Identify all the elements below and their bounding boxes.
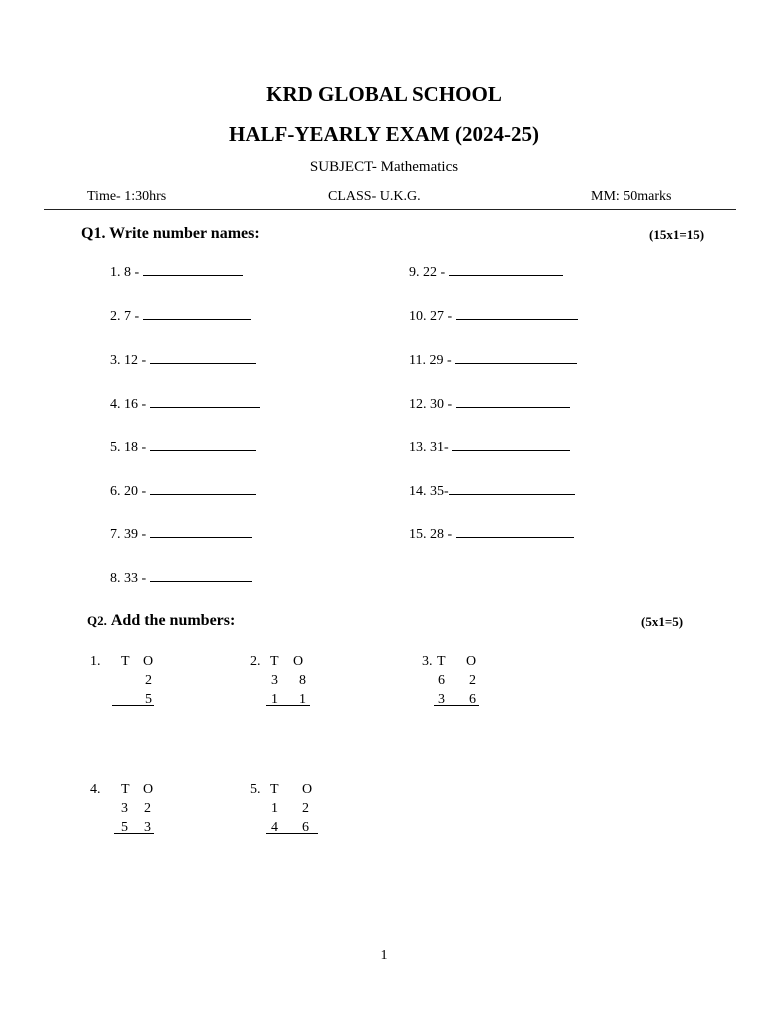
problem-number: 2. [250,654,261,669]
q1-title: Write number names: [109,225,260,242]
q1-item-2 [110,306,251,325]
ones-digit: 2 [469,673,476,688]
school-name: KRD GLOBAL SCHOOL [266,82,502,106]
ones-digit: 2 [144,801,151,816]
q1-item-12 [409,394,570,413]
q1-number: Q1. [81,225,106,242]
q1-item-5 [110,437,256,456]
q1-item-1 [110,262,243,281]
ones-digit: 1 [299,692,306,707]
q2-marks: (5x1=5) [641,614,684,629]
q1-item-11 [409,350,577,369]
q1-item-label: 8. 33 - [110,571,147,586]
q1-item-14 [409,481,575,500]
ones-digit: 5 [145,692,152,707]
ones-digit: 6 [302,820,309,835]
q1-item-6 [110,481,256,500]
class-label: CLASS- U.K.G. [328,189,421,204]
sum-underline [114,833,154,834]
problem-number: 1. [90,654,101,669]
ones-header: O [466,654,477,669]
q1-item-label: 1. 8 - [110,265,140,280]
answer-blank[interactable] [449,481,575,495]
page-number: 1 [380,948,388,963]
tens-digit: 3 [271,673,278,688]
q1-item-label: 4. 16 - [110,397,147,412]
answer-blank[interactable] [150,350,256,364]
q1-heading [81,225,260,243]
q1-item-label: 9. 22 - [409,265,446,280]
addition-problem-3 [422,652,502,709]
answer-blank[interactable] [449,262,563,276]
q1-item-3 [110,350,256,369]
answer-blank[interactable] [456,394,570,408]
tens-digit: 1 [271,692,278,707]
q1-item-13 [409,437,570,456]
q1-item-label: 7. 39 - [110,527,147,542]
tens-digit: 4 [271,820,278,835]
q1-item-label: 12. 30 - [409,397,453,412]
tens-digit: 3 [438,692,445,707]
q1-item-label: 5. 18 - [110,440,147,455]
answer-blank[interactable] [452,437,570,451]
tens-header: T [121,782,130,797]
q1-item-7 [110,524,252,543]
sum-underline [266,705,310,706]
ones-digit: 2 [302,801,309,816]
sum-underline [266,833,318,834]
ones-header: O [143,654,154,669]
ones-digit: 3 [144,820,151,835]
max-marks-label: MM: 50marks [591,189,672,204]
tens-header: T [121,654,130,669]
answer-blank[interactable] [143,262,243,276]
ones-header: O [293,654,304,669]
q2-heading [87,612,235,630]
sum-underline [434,705,479,706]
answer-blank[interactable] [150,394,260,408]
tens-digit: 3 [121,801,128,816]
problem-number: 4. [90,782,101,797]
answer-blank[interactable] [150,481,256,495]
ones-digit: 6 [469,692,476,707]
answer-blank[interactable] [455,350,577,364]
header-divider [44,209,736,210]
time-label: Time- 1:30hrs [87,189,167,204]
exam-title: HALF-YEARLY EXAM (2024-25) [229,122,539,146]
sum-underline [112,705,154,706]
q1-item-label: 15. 28 - [409,527,453,542]
q2-title: Add the numbers: [110,612,236,629]
q1-item-15 [409,524,574,543]
q1-item-9 [409,262,563,281]
q1-item-label: 6. 20 - [110,484,147,499]
q1-item-8 [110,568,252,587]
answer-blank[interactable] [456,524,574,538]
answer-blank[interactable] [143,306,251,320]
tens-header: T [270,782,279,797]
q1-marks: (15x1=15) [649,227,705,242]
answer-blank[interactable] [456,306,578,320]
subject-line: SUBJECT- Mathematics [309,159,459,175]
ones-header: O [143,782,154,797]
answer-blank[interactable] [150,437,256,451]
ones-digit: 8 [299,673,306,688]
tens-header: T [437,654,446,669]
addition-problem-1 [90,652,170,709]
addition-problem-4 [90,780,170,837]
tens-digit: 6 [438,673,445,688]
ones-header: O [302,782,313,797]
q1-item-label: 14. 35- [409,484,449,499]
tens-header: T [270,654,279,669]
addition-problem-5 [250,780,330,837]
problem-number: 5. [250,782,261,797]
q1-item-label: 3. 12 - [110,353,147,368]
q1-item-label: 11. 29 - [409,353,452,368]
q2-number: Q2. [87,613,107,628]
answer-blank[interactable] [150,568,252,582]
q1-item-4 [110,394,260,413]
q1-item-label: 13. 31- [409,440,449,455]
ones-digit: 2 [145,673,152,688]
tens-digit: 1 [271,801,278,816]
q1-item-10 [409,306,578,325]
problem-number: 3. [422,654,433,669]
tens-digit: 5 [121,820,128,835]
answer-blank[interactable] [150,524,252,538]
addition-problem-2 [250,652,330,709]
q1-item-label: 10. 27 - [409,309,453,324]
q1-item-label: 2. 7 - [110,309,140,324]
